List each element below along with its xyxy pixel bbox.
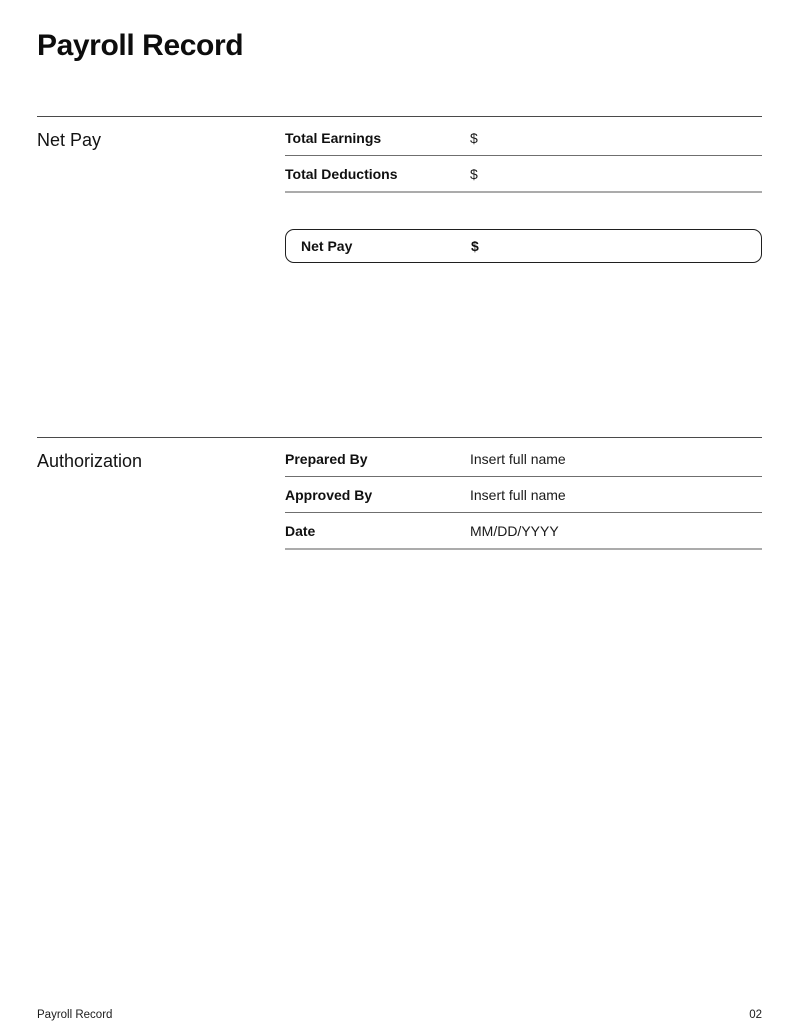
approved-by-value-field[interactable]: Insert full name <box>470 487 566 503</box>
section-net-pay <box>37 116 762 263</box>
section-label-authorization: Authorization <box>37 451 143 471</box>
prepared-by-value-field[interactable]: Insert full name <box>470 451 566 467</box>
section-label-net-pay: Net Pay <box>37 130 102 150</box>
total-earnings-value-field[interactable]: $ <box>470 130 478 146</box>
net-pay-box-label: Net Pay <box>301 238 353 254</box>
row-approved-by <box>285 477 762 513</box>
footer-doc-name: Payroll Record <box>37 1009 113 1021</box>
approved-by-label: Approved By <box>285 487 373 503</box>
section-body-net-pay <box>285 117 762 263</box>
row-total-deductions <box>285 156 762 193</box>
section-authorization <box>37 437 762 550</box>
total-deductions-value-field[interactable]: $ <box>470 166 478 182</box>
net-pay-highlight-box <box>285 229 762 263</box>
page-title: Payroll Record <box>37 29 244 62</box>
total-earnings-label: Total Earnings <box>285 130 382 146</box>
date-value-field[interactable]: MM/DD/YYYY <box>470 523 559 539</box>
date-label: Date <box>285 523 316 539</box>
prepared-by-label: Prepared By <box>285 451 368 467</box>
page-footer <box>37 1008 762 1022</box>
net-pay-value-field[interactable]: $ <box>471 238 479 254</box>
total-deductions-label: Total Deductions <box>285 166 398 182</box>
row-total-earnings <box>285 117 762 156</box>
section-body-authorization <box>285 438 762 550</box>
footer-page-number: 02 <box>749 1009 762 1021</box>
row-prepared-by <box>285 438 762 477</box>
row-date <box>285 513 762 550</box>
